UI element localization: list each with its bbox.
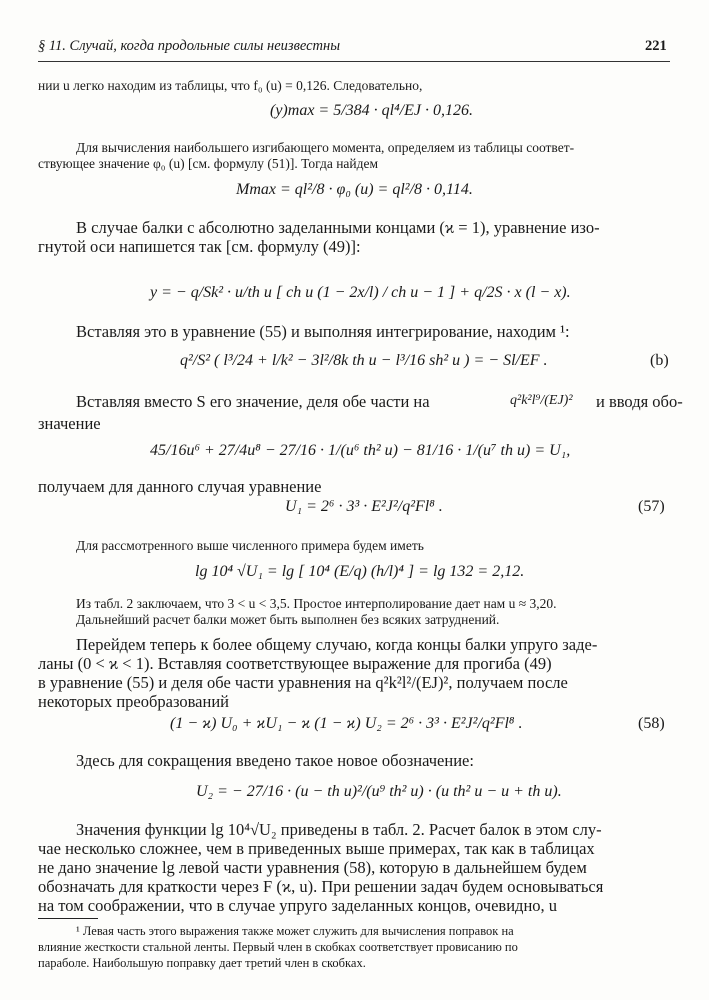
- header-rule: [38, 61, 670, 62]
- equation-ymax: (y)max = 5/384 · ql⁴/EJ · 0,126.: [270, 102, 473, 119]
- equation-deflection: y = − q/Sk² · u/th u [ ch u (1 − 2x/l) / ch u − 1 ] + q/2S · x (l − x).: [150, 284, 571, 301]
- equation-58-number: (58): [638, 715, 665, 732]
- text-line-4: В случае балки с абсолютно заделанными концами (ϰ = 1), уравнение изо-: [76, 218, 600, 237]
- equation-lg: lg 10⁴ √U₁ = lg [ 10⁴ (E/q) (h/l)⁴ ] = lg 132 = 2,12.: [195, 563, 525, 580]
- text-line-22: обозначать для краткости через F (ϰ, u). При решении задач будем основываться: [38, 877, 604, 896]
- text-line-2: Для вычисления наибольшего изгибающего момента, определяем из таблицы соответ-: [76, 140, 575, 155]
- text-line-6: Вставляя это в уравнение (55) и выполняя интегрирование, находим ¹:: [76, 322, 570, 341]
- text-line-17: некоторых преобразований: [38, 692, 229, 711]
- footnote-line-1: ¹ Левая часть этого выражения также может служить для вычисления поправок на: [76, 924, 514, 938]
- text-line-19: Значения функции lg 10⁴√U₂ приведены в табл. 2. Расчет балок в этом слу-: [76, 820, 602, 839]
- equation-57-number: (57): [638, 498, 665, 515]
- divisor-expression: q²k²l⁹/(EJ)²: [510, 393, 573, 408]
- footnote-line-3: параболе. Наибольшую поправку дает третий член в скобках.: [38, 956, 366, 970]
- equation-mmax: Mmax = ql²/8 · φ₀ (u) = ql²/8 · 0,114.: [236, 181, 473, 198]
- footnote-line-2: влияние жесткости стальной ленты. Первый член в скобках соответствует провисанию по: [38, 940, 518, 954]
- text-line-13: Дальнейший расчет балки может быть выполнен без всяких затруднений.: [76, 612, 500, 627]
- text-line-1: нии u легко находим из таблицы, что f₀ (u) = 0,126. Следовательно,: [38, 78, 423, 93]
- equation-57: U₁ = 2⁶ · 3³ · E²J²/q²Fl⁸ .: [285, 498, 443, 515]
- page-number: 221: [645, 38, 667, 54]
- text-line-23: на том соображении, что в случае упруго заделанных концов, очевидно, u: [38, 896, 558, 915]
- text-line-18: Здесь для сокращения введено такое новое обозначение:: [76, 751, 474, 770]
- text-line-21: не дано значение lg левой части уравнения (58), которую в дальнейшем будем: [38, 858, 587, 877]
- running-header-title: § 11. Случай, когда продольные силы неизвестны: [38, 38, 341, 54]
- equation-u1-definition: 45/16u⁶ + 27/4u⁸ − 27/16 · 1/(u⁶ th² u) − 81/16 · 1/(u⁷ th u) = U₁,: [150, 442, 571, 459]
- text-line-12: Из табл. 2 заключаем, что 3 < u < 3,5. Простое интерполирование дает нам u ≈ 3,20.: [76, 596, 557, 611]
- footnote-rule: [38, 918, 98, 919]
- text-line-3: ствующее значение φ₀ (u) [см. формулу (51)]. Тогда найдем: [38, 156, 379, 171]
- text-line-11: Для рассмотренного выше численного примера будем иметь: [76, 538, 424, 553]
- text-line-16: в уравнение (55) и деля обе части уравнения на q²k²l²/(EJ)², получаем после: [38, 673, 568, 692]
- text-line-8: и вводя обо-: [596, 392, 683, 411]
- equation-b-number: (b): [650, 352, 669, 369]
- equation-58: (1 − ϰ) U₀ + ϰU₁ − ϰ (1 − ϰ) U₂ = 2⁶ · 3³ · E²J²/q²Fl⁸ .: [170, 715, 523, 732]
- text-line-9: значение: [38, 414, 101, 433]
- text-line-7: Вставляя вместо S его значение, деля обе части на: [76, 392, 430, 411]
- text-line-5: гнутой оси напишется так [см. формулу (49)]:: [38, 237, 361, 256]
- equation-b: q²/S² ( l³/24 + l/k² − 3l²/8k th u − l³/16 sh² u ) = − Sl/EF .: [180, 352, 548, 369]
- text-line-15: ланы (0 < ϰ < 1). Вставляя соответствующее выражение для прогиба (49): [38, 654, 552, 673]
- text-line-20: чае несколько сложнее, чем в приведенных выше примерах, так как в таблицах: [38, 839, 595, 858]
- text-line-14: Перейдем теперь к более общему случаю, когда концы балки упруго заде-: [76, 635, 598, 654]
- equation-u2: U₂ = − 27/16 · (u − th u)²/(u⁹ th² u) · (u th² u − u + th u).: [196, 783, 562, 800]
- text-line-10: получаем для данного случая уравнение: [38, 477, 322, 496]
